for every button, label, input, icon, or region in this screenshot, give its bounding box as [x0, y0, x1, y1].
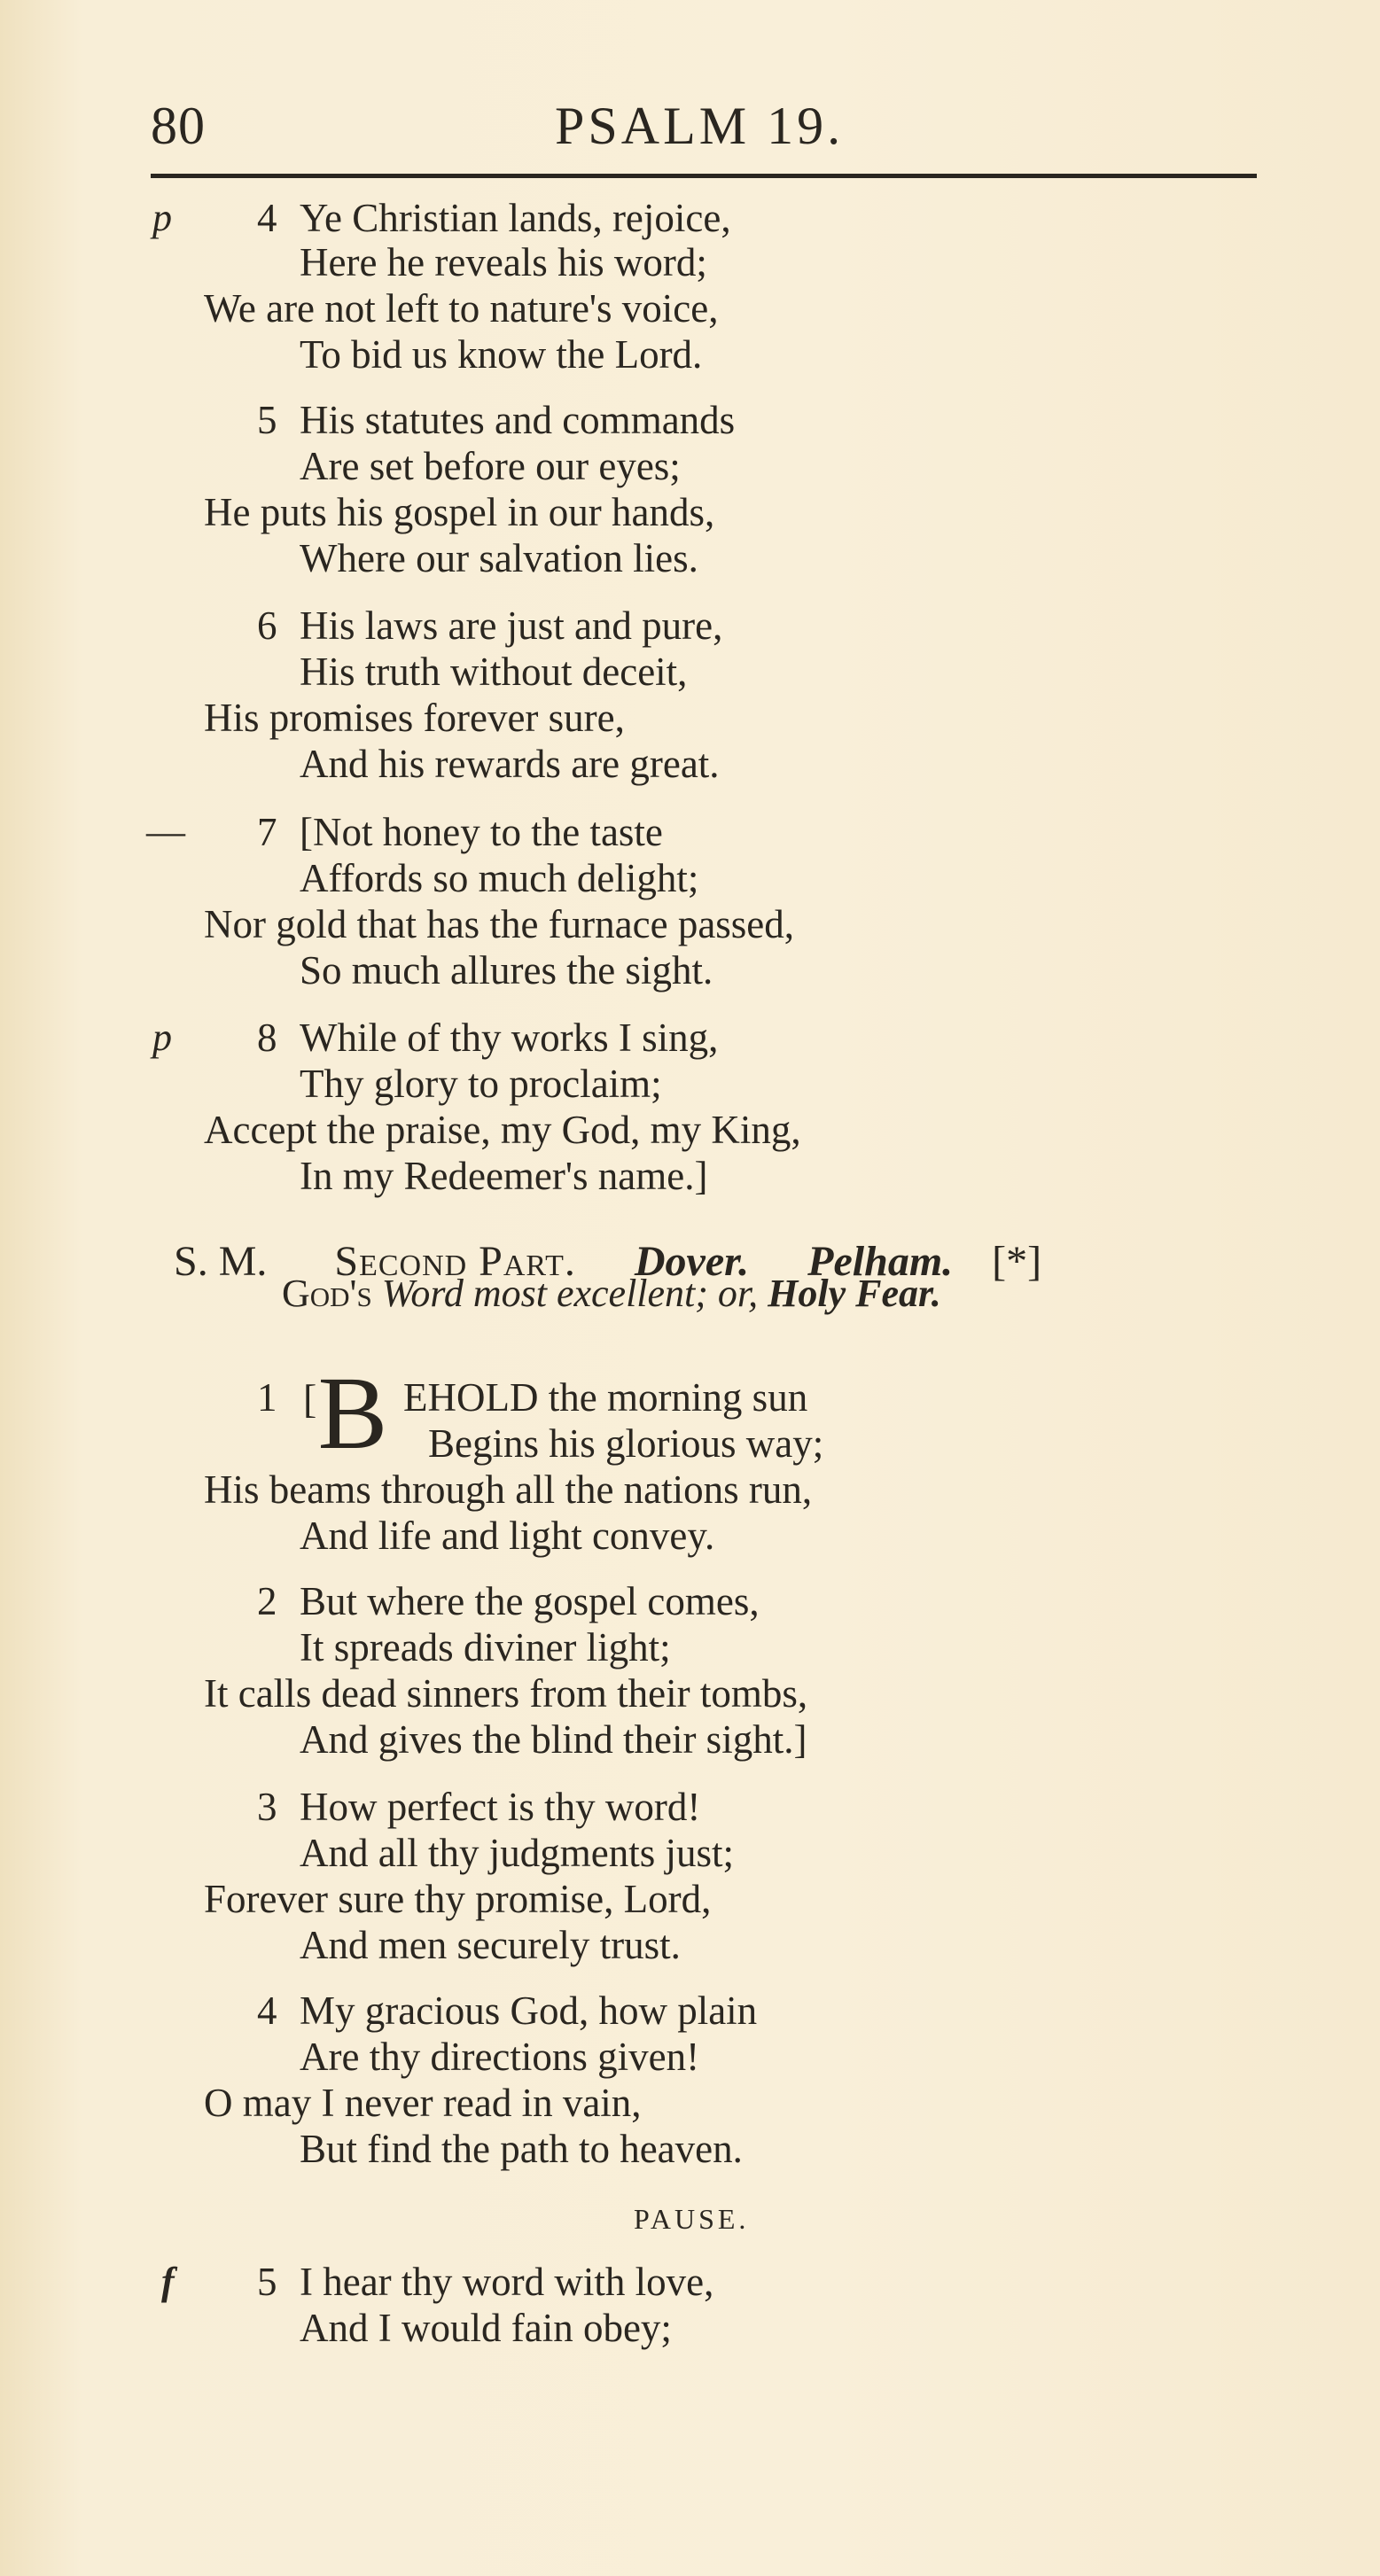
stanza-number: 4	[257, 1988, 277, 2033]
subtitle-lead: God's	[282, 1272, 372, 1315]
verse-line: 6 His laws are just and pure,	[257, 603, 723, 648]
verse-line: In my Redeemer's name.]	[300, 1154, 708, 1198]
verse-line: 4 My gracious God, how plain	[257, 1988, 758, 2033]
hymn-subtitle	[282, 1269, 941, 1319]
verse-line: O may I never read in vain,	[204, 2081, 642, 2125]
pause-label: PAUSE.	[634, 2203, 750, 2235]
stanza-number: 6	[257, 603, 277, 648]
verse-line: Here he reveals his word;	[300, 240, 707, 284]
verse-line: Are thy directions given!	[300, 2035, 700, 2079]
stanza-number: 2	[257, 1579, 277, 1623]
verse-line: And gives the blind their sight.]	[300, 1717, 807, 1762]
stanza-number: 5	[257, 2260, 277, 2304]
stanza-number: 7	[257, 810, 277, 854]
page-header	[151, 96, 1259, 167]
verse-line: It calls dead sinners from their tombs,	[204, 1671, 808, 1716]
subtitle-text: Word most excellent; or,	[381, 1272, 759, 1315]
verse-line: And all thy judgments just;	[300, 1831, 734, 1875]
verse-line: And life and light convey.	[300, 1514, 715, 1558]
verse-line: So much allures the sight.	[300, 948, 713, 992]
verse-line: Where our salvation lies.	[300, 536, 698, 580]
stanza-number: 4	[257, 196, 277, 240]
subtitle-emphasis: Holy Fear.	[768, 1272, 941, 1315]
stanza-number: 8	[257, 1016, 277, 1060]
verse-line: It spreads diviner light;	[300, 1625, 671, 1669]
bracket-mark: [*]	[992, 1238, 1042, 1285]
verse-line: Forever sure thy promise, Lord,	[204, 1877, 712, 1921]
verse-line: To bid us know the Lord.	[300, 332, 703, 377]
verse-line	[257, 1374, 300, 1420]
verse-line: His beams through all the nations run,	[204, 1467, 813, 1512]
verse-line: 5 His statutes and commands	[257, 398, 736, 442]
tune-name: Pelham.	[807, 1238, 954, 1285]
verse-line: 7 [Not honey to the taste	[257, 810, 663, 854]
running-title: PSALM 19.	[555, 97, 845, 155]
dynamic-marker: p	[152, 1016, 172, 1059]
verse-line: EHOLD the morning sun	[403, 1375, 808, 1420]
verse-line: 3 How perfect is thy word!	[257, 1785, 701, 1829]
stanza-number: 1	[257, 1375, 277, 1420]
page-number: 80	[151, 97, 206, 155]
opening-bracket: [	[303, 1376, 317, 1421]
verse-line: Nor gold that has the furnace passed,	[204, 902, 795, 946]
stanza-number: 5	[257, 398, 277, 442]
verse-line: 2 But where the gospel comes,	[257, 1579, 760, 1623]
header-rule	[151, 174, 1257, 178]
verse-line: But find the path to heaven.	[300, 2127, 743, 2171]
verse-line: Thy glory to proclaim;	[300, 1062, 662, 1106]
verse-line: His promises forever sure,	[204, 696, 625, 740]
verse-line: And men securely trust.	[300, 1923, 681, 1967]
verse-line: We are not left to nature's voice,	[204, 286, 719, 331]
stanza-number: 3	[257, 1785, 277, 1829]
meter-label: S. M.	[174, 1238, 268, 1285]
part-label: Second Part.	[334, 1238, 576, 1285]
verse-line: 5 I hear thy word with love,	[257, 2260, 714, 2304]
verse-line: And his rewards are great.	[300, 742, 720, 786]
verse-line: And I would fain obey;	[300, 2306, 672, 2350]
tune-name: Dover.	[634, 1238, 750, 1285]
verse-line: He puts his gospel in our hands,	[204, 490, 715, 534]
dynamic-marker: —	[146, 810, 185, 853]
dynamic-marker: f	[161, 2260, 175, 2303]
verse-line: Are set before our eyes;	[300, 444, 681, 488]
verse-line: His truth without deceit,	[300, 650, 688, 694]
verse-line: Accept the praise, my God, my King,	[204, 1108, 801, 1152]
verse-line: Affords so much delight;	[300, 856, 699, 900]
drop-cap: B	[317, 1355, 388, 1471]
verse-line: 8 While of thy works I sing,	[257, 1016, 719, 1060]
dynamic-marker: p	[152, 196, 172, 239]
verse-line: 4 Ye Christian lands, rejoice,	[257, 196, 731, 240]
verse-line: Begins his glorious way;	[428, 1421, 824, 1466]
